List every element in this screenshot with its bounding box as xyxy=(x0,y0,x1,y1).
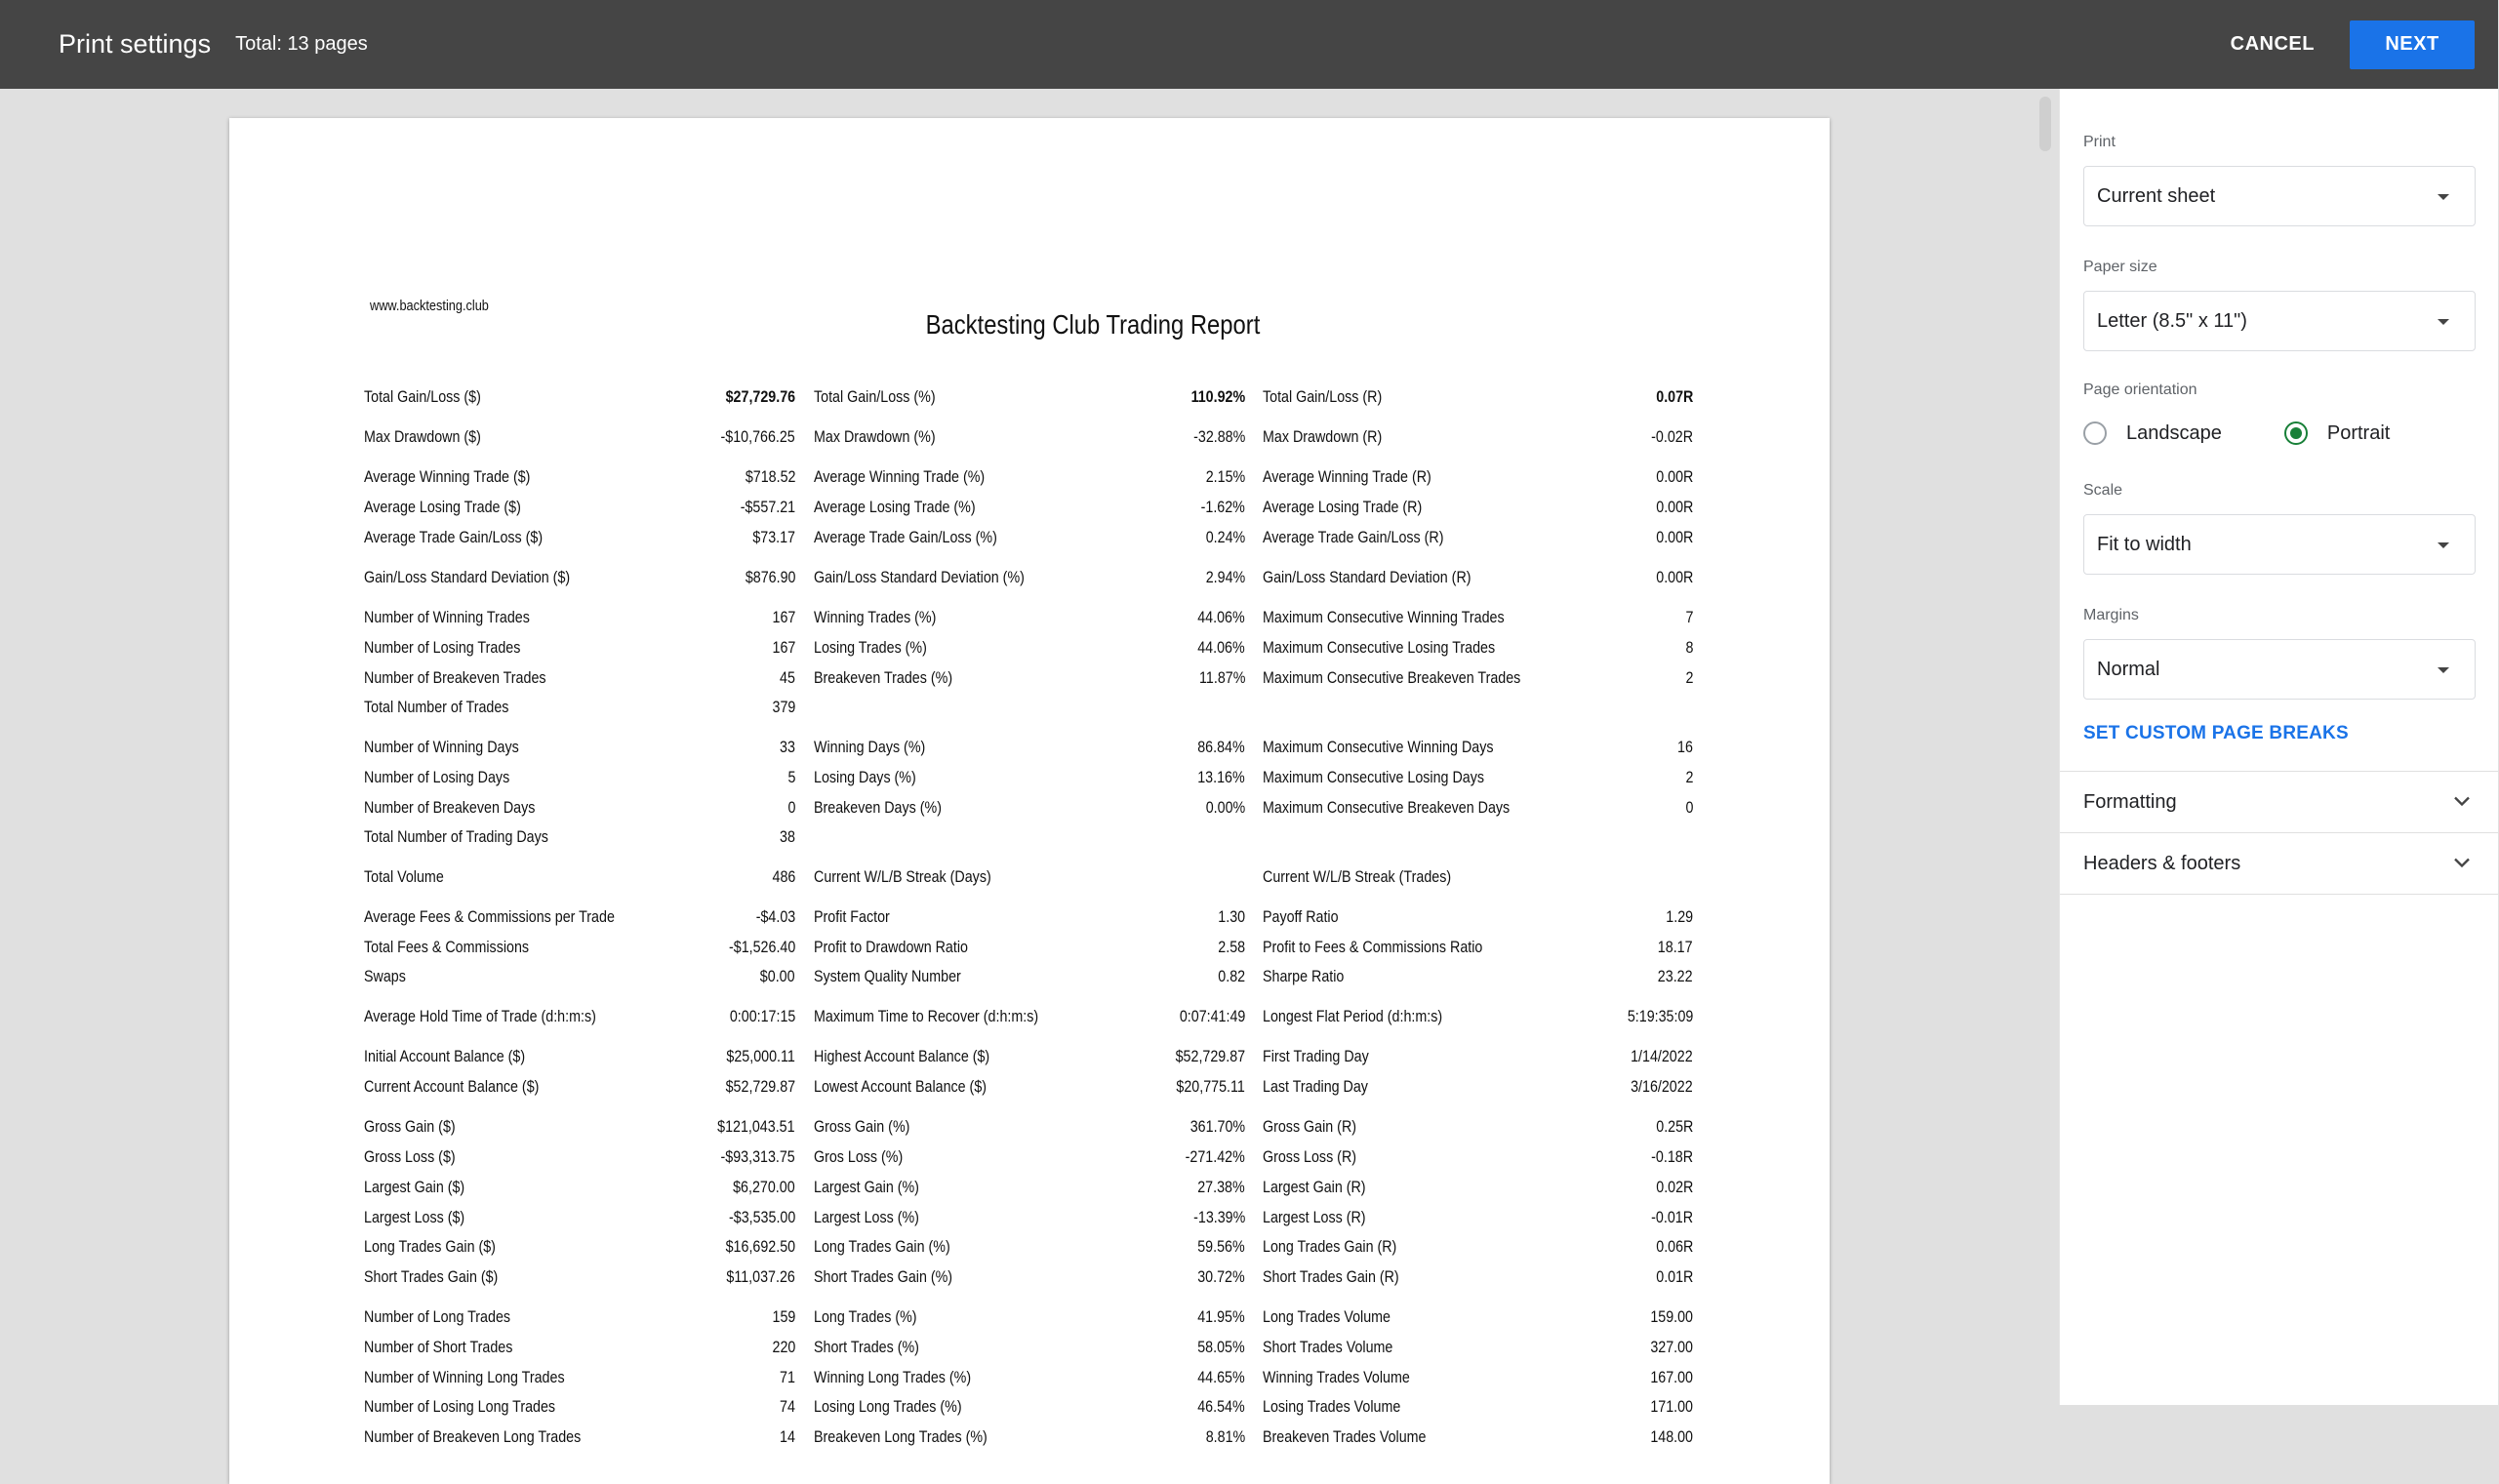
stat-value: 159 xyxy=(772,1307,795,1326)
stat-value: 2.94% xyxy=(1205,568,1245,586)
stat-row xyxy=(229,496,1830,519)
stat-label: Largest Gain (%) xyxy=(814,1178,919,1196)
stat-value: -1.62% xyxy=(1200,498,1245,516)
stat-label: Total Gain/Loss (%) xyxy=(814,387,936,406)
stat-value: 14 xyxy=(780,1427,795,1446)
stat-row xyxy=(229,965,1830,988)
stat-row xyxy=(229,1425,1830,1449)
stat-label: Maximum Consecutive Winning Days xyxy=(1263,738,1494,756)
stat-label: Total Fees & Commissions xyxy=(364,938,530,956)
stat-label: Current Account Balance ($) xyxy=(364,1077,540,1096)
stat-label: Number of Long Trades xyxy=(364,1307,511,1326)
print-select-value: Current sheet xyxy=(2097,185,2216,207)
landscape-radio[interactable] xyxy=(2083,421,2107,445)
stat-value: 58.05% xyxy=(1197,1338,1245,1356)
stat-label: Initial Account Balance ($) xyxy=(364,1047,526,1065)
settings-panel xyxy=(2059,89,2498,1405)
stat-value: -$93,313.75 xyxy=(720,1147,795,1166)
dropdown-caret-icon xyxy=(2438,319,2449,325)
top-bar xyxy=(0,0,2498,89)
stat-value: 0.00R xyxy=(1655,528,1693,546)
margins-label: Margins xyxy=(2083,607,2139,623)
stat-label: Number of Breakeven Long Trades xyxy=(364,1427,582,1446)
stat-value: $52,729.87 xyxy=(1175,1047,1245,1065)
stat-label: Number of Winning Days xyxy=(364,738,519,756)
stat-value: 0.00% xyxy=(1205,798,1245,817)
stat-label: Maximum Consecutive Losing Trades xyxy=(1263,638,1496,657)
stat-value: 16 xyxy=(1677,738,1693,756)
stat-value: 8.81% xyxy=(1205,1427,1245,1446)
stat-value: 110.92% xyxy=(1190,387,1245,406)
stat-label: Largest Loss ($) xyxy=(364,1208,465,1226)
stat-label: Average Losing Trade (R) xyxy=(1263,498,1423,516)
stat-value: $25,000.11 xyxy=(726,1047,795,1065)
headers-footers-label: Headers & footers xyxy=(2083,853,2241,874)
stat-value: 41.95% xyxy=(1197,1307,1245,1326)
stat-row xyxy=(229,385,1830,409)
stat-row xyxy=(229,1395,1830,1419)
stat-label: Gain/Loss Standard Deviation ($) xyxy=(364,568,571,586)
stat-value: 46.54% xyxy=(1197,1397,1245,1416)
formatting-expander[interactable] xyxy=(2060,772,2499,832)
dropdown-caret-icon xyxy=(2438,194,2449,200)
stat-label: Losing Days (%) xyxy=(814,768,916,786)
stat-value: 3/16/2022 xyxy=(1631,1077,1693,1096)
stat-value: 379 xyxy=(772,698,795,716)
stat-label: Payoff Ratio xyxy=(1263,907,1339,926)
stat-value: $20,775.11 xyxy=(1176,1077,1245,1096)
stat-label: Gain/Loss Standard Deviation (R) xyxy=(1263,568,1471,586)
stat-value: -32.88% xyxy=(1192,427,1245,446)
stat-label: Gross Gain (%) xyxy=(814,1117,910,1136)
stat-label: Short Trades Gain ($) xyxy=(364,1267,499,1286)
stat-label: Average Winning Trade (R) xyxy=(1263,467,1431,486)
stat-value: 23.22 xyxy=(1658,967,1693,985)
stat-label: Breakeven Trades (%) xyxy=(814,668,953,687)
stat-label: Longest Flat Period (d:h:m:s) xyxy=(1263,1007,1443,1025)
stat-value: -$557.21 xyxy=(740,498,795,516)
stat-label: Number of Short Trades xyxy=(364,1338,513,1356)
stat-value: 167 xyxy=(772,608,795,626)
stat-value: 486 xyxy=(772,867,795,886)
stat-row xyxy=(229,1235,1830,1259)
stat-value: -$1,526.40 xyxy=(728,938,795,956)
page-total: Total: 13 pages xyxy=(235,33,368,55)
stat-label: Breakeven Long Trades (%) xyxy=(814,1427,988,1446)
stat-row xyxy=(229,666,1830,690)
stat-label: Losing Trades (%) xyxy=(814,638,927,657)
stat-value: $11,037.26 xyxy=(726,1267,795,1286)
stat-value: 0.02R xyxy=(1655,1178,1693,1196)
dropdown-caret-icon xyxy=(2438,667,2449,673)
stat-label: Profit to Drawdown Ratio xyxy=(814,938,968,956)
report-title: Backtesting Club Trading Report xyxy=(925,309,1261,340)
chevron-down-icon xyxy=(2448,787,2476,815)
stat-label: Number of Breakeven Trades xyxy=(364,668,546,687)
stat-value: 1.30 xyxy=(1218,907,1245,926)
stat-label: Long Trades (%) xyxy=(814,1307,917,1326)
stat-row xyxy=(229,865,1830,889)
stat-label: Total Volume xyxy=(364,867,444,886)
stat-value: $718.52 xyxy=(745,467,795,486)
stat-label: Current W/L/B Streak (Days) xyxy=(814,867,991,886)
stat-label: Maximum Consecutive Breakeven Trades xyxy=(1263,668,1521,687)
paper-size-select[interactable] xyxy=(2083,291,2476,351)
stat-label: Total Number of Trading Days xyxy=(364,827,548,846)
preview-scrollbar[interactable] xyxy=(2039,97,2051,151)
stat-row xyxy=(229,1265,1830,1289)
stat-value: $73.17 xyxy=(752,528,795,546)
stat-value: $0.00 xyxy=(760,967,795,985)
stat-value: 361.70% xyxy=(1189,1117,1245,1136)
stat-label: Sharpe Ratio xyxy=(1263,967,1345,985)
stat-value: 167.00 xyxy=(1650,1368,1693,1386)
cancel-button[interactable]: CANCEL xyxy=(2207,20,2338,69)
paper-size-label: Paper size xyxy=(2083,259,2157,275)
stat-label: Gross Gain (R) xyxy=(1263,1117,1357,1136)
print-preview[interactable] xyxy=(0,89,2059,1446)
stat-label: Highest Account Balance ($) xyxy=(814,1047,990,1065)
stat-value: 2 xyxy=(1685,668,1693,687)
divider xyxy=(2060,894,2499,895)
stat-value: -$4.03 xyxy=(755,907,795,926)
margins-value: Normal xyxy=(2097,659,2160,680)
stat-value: $16,692.50 xyxy=(725,1237,795,1256)
stat-label: Short Trades Gain (%) xyxy=(814,1267,953,1286)
stat-row xyxy=(229,825,1830,849)
formatting-label: Formatting xyxy=(2083,791,2177,813)
headers-footers-expander[interactable] xyxy=(2060,833,2499,894)
orientation-label: Page orientation xyxy=(2083,381,2197,398)
set-custom-page-breaks-link[interactable]: SET CUSTOM PAGE BREAKS xyxy=(2083,723,2349,743)
stat-value: 18.17 xyxy=(1658,938,1693,956)
stat-label: Long Trades Gain (R) xyxy=(1263,1237,1397,1256)
stat-label: Max Drawdown ($) xyxy=(364,427,481,446)
orientation-options xyxy=(2083,414,2390,453)
portrait-radio[interactable] xyxy=(2284,421,2308,445)
stat-row xyxy=(229,1336,1830,1359)
stat-row xyxy=(229,1366,1830,1389)
stat-label: Average Winning Trade (%) xyxy=(814,467,986,486)
stat-value: 8 xyxy=(1685,638,1693,657)
scale-value: Fit to width xyxy=(2097,534,2192,555)
stat-label: Average Trade Gain/Loss (R) xyxy=(1263,528,1444,546)
preview-page xyxy=(229,118,1830,1484)
stat-row xyxy=(229,526,1830,549)
chevron-down-icon xyxy=(2448,849,2476,876)
stat-value: $6,270.00 xyxy=(733,1178,795,1196)
stat-value: 38 xyxy=(780,827,795,846)
stat-value: 148.00 xyxy=(1650,1427,1693,1446)
stat-value: 45 xyxy=(780,668,795,687)
stat-value: 0:07:41:49 xyxy=(1179,1007,1245,1025)
report-url: www.backtesting.club xyxy=(370,298,489,314)
stat-label: Number of Winning Long Trades xyxy=(364,1368,565,1386)
stat-label: Last Trading Day xyxy=(1263,1077,1368,1096)
stat-value: 0.82 xyxy=(1218,967,1245,985)
stat-label: Total Number of Trades xyxy=(364,698,509,716)
stat-label: Average Hold Time of Trade (d:h:m:s) xyxy=(364,1007,596,1025)
stat-label: Average Trade Gain/Loss (%) xyxy=(814,528,997,546)
paper-size-value: Letter (8.5" x 11") xyxy=(2097,310,2247,332)
stat-value: 86.84% xyxy=(1197,738,1245,756)
stat-value: 0.01R xyxy=(1655,1267,1693,1286)
stat-row xyxy=(229,425,1830,449)
stat-value: 0 xyxy=(787,798,795,817)
stat-value: 2 xyxy=(1685,768,1693,786)
stat-label: Largest Gain ($) xyxy=(364,1178,465,1196)
stat-value: -0.01R xyxy=(1651,1208,1693,1226)
stat-label: Losing Trades Volume xyxy=(1263,1397,1401,1416)
stat-value: 0.07R xyxy=(1655,387,1693,406)
margins-select[interactable] xyxy=(2083,639,2476,700)
stat-label: First Trading Day xyxy=(1263,1047,1369,1065)
stat-label: Breakeven Trades Volume xyxy=(1263,1427,1427,1446)
stat-label: Long Trades Gain (%) xyxy=(814,1237,950,1256)
scale-select[interactable] xyxy=(2083,514,2476,575)
stat-label: Number of Losing Trades xyxy=(364,638,521,657)
stat-label: Gross Gain ($) xyxy=(364,1117,456,1136)
stat-value: 1.29 xyxy=(1666,907,1693,926)
stat-label: Short Trades Volume xyxy=(1263,1338,1393,1356)
stat-label: Short Trades Gain (R) xyxy=(1263,1267,1399,1286)
stat-row xyxy=(229,736,1830,759)
portrait-label[interactable]: Portrait xyxy=(2326,421,2391,444)
stat-value: 327.00 xyxy=(1650,1338,1693,1356)
stat-label: Losing Long Trades (%) xyxy=(814,1397,962,1416)
stat-label: Average Losing Trade ($) xyxy=(364,498,521,516)
stat-value: 59.56% xyxy=(1197,1237,1245,1256)
stat-value: 2.15% xyxy=(1205,467,1245,486)
scale-label: Scale xyxy=(2083,482,2123,499)
stat-value: 74 xyxy=(780,1397,795,1416)
stat-value: 44.06% xyxy=(1197,638,1245,657)
stat-value: 0.25R xyxy=(1655,1117,1693,1136)
stat-label: Number of Winning Trades xyxy=(364,608,530,626)
stat-label: Total Gain/Loss (R) xyxy=(1263,387,1383,406)
stat-row xyxy=(229,566,1830,589)
stat-row xyxy=(229,1005,1830,1028)
stat-label: Short Trades (%) xyxy=(814,1338,919,1356)
stat-value: -0.02R xyxy=(1651,427,1693,446)
stat-value: 171.00 xyxy=(1650,1397,1693,1416)
stat-value: 44.06% xyxy=(1197,608,1245,626)
stat-value: -$3,535.00 xyxy=(728,1208,795,1226)
stat-row xyxy=(229,1305,1830,1329)
stat-value: 71 xyxy=(780,1368,795,1386)
stat-value: 159.00 xyxy=(1650,1307,1693,1326)
stat-value: -$10,766.25 xyxy=(720,427,795,446)
stat-row xyxy=(229,1045,1830,1068)
stat-label: Maximum Consecutive Breakeven Days xyxy=(1263,798,1511,817)
stat-value: 1/14/2022 xyxy=(1631,1047,1693,1065)
stat-row xyxy=(229,606,1830,629)
landscape-label[interactable]: Landscape xyxy=(2126,421,2222,444)
stat-label: Profit to Fees & Commissions Ratio xyxy=(1263,938,1483,956)
stat-label: Gain/Loss Standard Deviation (%) xyxy=(814,568,1025,586)
stat-label: Winning Long Trades (%) xyxy=(814,1368,972,1386)
stat-label: Number of Losing Long Trades xyxy=(364,1397,556,1416)
stat-label: Lowest Account Balance ($) xyxy=(814,1077,988,1096)
stat-value: 0:00:17:15 xyxy=(729,1007,795,1025)
stat-row xyxy=(229,766,1830,789)
stat-label: Gros Loss (%) xyxy=(814,1147,904,1166)
stat-label: Number of Losing Days xyxy=(364,768,510,786)
stat-value: 13.16% xyxy=(1197,768,1245,786)
stat-row xyxy=(229,936,1830,959)
stat-value: 30.72% xyxy=(1197,1267,1245,1286)
stat-label: Average Trade Gain/Loss ($) xyxy=(364,528,544,546)
stat-row xyxy=(229,1075,1830,1099)
stat-label: Average Fees & Commissions per Trade xyxy=(364,907,615,926)
stat-label: Average Winning Trade ($) xyxy=(364,467,531,486)
stat-value: 0 xyxy=(1685,798,1693,817)
stat-label: System Quality Number xyxy=(814,967,961,985)
stat-row xyxy=(229,1115,1830,1139)
stat-label: Gross Loss (R) xyxy=(1263,1147,1357,1166)
stat-label: Largest Gain (R) xyxy=(1263,1178,1366,1196)
page-title: Print settings xyxy=(59,29,212,59)
stat-row xyxy=(229,636,1830,660)
stat-row xyxy=(229,465,1830,489)
print-select[interactable] xyxy=(2083,166,2476,226)
stat-label: Max Drawdown (R) xyxy=(1263,427,1383,446)
stat-label: Maximum Consecutive Losing Days xyxy=(1263,768,1484,786)
stat-value: 33 xyxy=(780,738,795,756)
stat-value: 11.87% xyxy=(1198,668,1245,687)
stat-row xyxy=(229,696,1830,719)
stat-label: Largest Loss (R) xyxy=(1263,1208,1366,1226)
stat-value: 2.58 xyxy=(1218,938,1245,956)
stat-label: Total Gain/Loss ($) xyxy=(364,387,481,406)
stat-label: Breakeven Days (%) xyxy=(814,798,942,817)
stat-label: Long Trades Volume xyxy=(1263,1307,1391,1326)
stat-row xyxy=(229,1145,1830,1169)
stat-label: Long Trades Gain ($) xyxy=(364,1237,496,1256)
stat-label: Winning Days (%) xyxy=(814,738,926,756)
stat-label: Swaps xyxy=(364,967,406,985)
stat-row xyxy=(229,796,1830,820)
next-button[interactable]: NEXT xyxy=(2350,20,2475,69)
stat-label: Current W/L/B Streak (Trades) xyxy=(1263,867,1452,886)
stat-value: -0.18R xyxy=(1651,1147,1693,1166)
stat-value: $52,729.87 xyxy=(725,1077,795,1096)
stat-label: Winning Trades (%) xyxy=(814,608,937,626)
stat-value: $27,729.76 xyxy=(725,387,795,406)
stat-label: Maximum Time to Recover (d:h:m:s) xyxy=(814,1007,1039,1025)
stat-value: 167 xyxy=(772,638,795,657)
stat-label: Max Drawdown (%) xyxy=(814,427,936,446)
stat-value: 0.00R xyxy=(1655,498,1693,516)
stat-value: 7 xyxy=(1685,608,1693,626)
stat-label: Profit Factor xyxy=(814,907,890,926)
stat-label: Number of Breakeven Days xyxy=(364,798,536,817)
stat-row xyxy=(229,905,1830,929)
stat-value: $121,043.51 xyxy=(717,1117,795,1136)
stat-value: 220 xyxy=(772,1338,795,1356)
stat-value: 5 xyxy=(787,768,795,786)
print-label: Print xyxy=(2083,134,2116,150)
stat-row xyxy=(229,1206,1830,1229)
stat-label: Gross Loss ($) xyxy=(364,1147,456,1166)
stat-value: 44.65% xyxy=(1197,1368,1245,1386)
stat-value: -271.42% xyxy=(1185,1147,1245,1166)
stat-row xyxy=(229,1176,1830,1199)
stat-label: Maximum Consecutive Winning Trades xyxy=(1263,608,1505,626)
stat-value: $876.90 xyxy=(745,568,795,586)
dropdown-caret-icon xyxy=(2438,542,2449,548)
stat-value: 5:19:35:09 xyxy=(1627,1007,1693,1025)
stat-label: Winning Trades Volume xyxy=(1263,1368,1410,1386)
stat-value: 27.38% xyxy=(1197,1178,1245,1196)
stat-value: 0.00R xyxy=(1655,568,1693,586)
stat-value: 0.00R xyxy=(1655,467,1693,486)
stat-value: 0.06R xyxy=(1655,1237,1693,1256)
stat-value: 0.24% xyxy=(1205,528,1245,546)
stat-value: -13.39% xyxy=(1192,1208,1245,1226)
stat-label: Largest Loss (%) xyxy=(814,1208,919,1226)
stat-label: Average Losing Trade (%) xyxy=(814,498,976,516)
